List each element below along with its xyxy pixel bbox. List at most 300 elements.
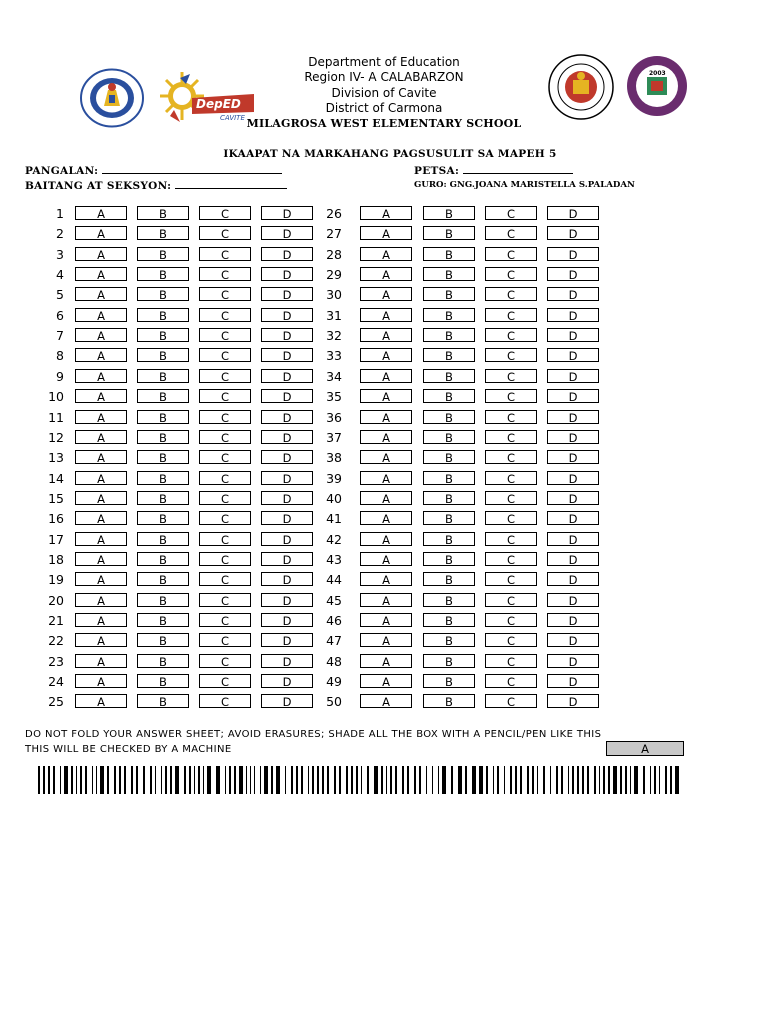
answer-box-c[interactable]: C [485, 328, 537, 342]
answer-box-a[interactable]: A [360, 206, 412, 220]
answer-box-d[interactable]: D [547, 247, 599, 261]
answer-box-c[interactable]: C [199, 226, 251, 240]
barcode-bar [189, 766, 191, 794]
answer-box-a[interactable]: A [360, 552, 412, 566]
answer-box-d[interactable]: D [261, 491, 313, 505]
answer-box-c[interactable]: C [199, 572, 251, 586]
question-number: 47 [326, 633, 342, 648]
answer-box-a[interactable]: A [360, 593, 412, 607]
answer-box-b[interactable]: B [137, 206, 189, 220]
answer-box-b[interactable]: B [137, 389, 189, 403]
answer-box-b[interactable]: B [423, 613, 475, 627]
barcode-bar [239, 766, 243, 794]
barcode-bar [654, 766, 656, 794]
grade-section-line[interactable] [175, 178, 287, 189]
barcode-bar [582, 766, 584, 794]
barcode-bar [361, 766, 362, 794]
answer-box-c[interactable]: C [485, 410, 537, 424]
answer-box-d[interactable]: D [261, 613, 313, 627]
letterhead [0, 55, 768, 131]
answer-box-a[interactable]: A [75, 267, 127, 281]
answer-box-d[interactable]: D [547, 348, 599, 362]
answer-box-d[interactable]: D [261, 410, 313, 424]
answer-box-c[interactable]: C [485, 613, 537, 627]
answer-box-b[interactable]: B [137, 287, 189, 301]
answer-box-c[interactable]: C [199, 430, 251, 444]
answer-box-b[interactable]: B [423, 674, 475, 688]
barcode-bar [150, 766, 152, 794]
answer-box-b[interactable]: B [137, 267, 189, 281]
barcode-bar [613, 766, 617, 794]
answer-box-b[interactable]: B [137, 471, 189, 485]
question-number: 1 [56, 206, 64, 221]
barcode-bar [486, 766, 488, 794]
barcode-bar [670, 766, 672, 794]
answer-box-b[interactable]: B [423, 511, 475, 525]
answer-box-b[interactable]: B [137, 348, 189, 362]
grade-section-field[interactable] [25, 178, 287, 192]
answer-box-a[interactable]: A [360, 226, 412, 240]
answer-box-c[interactable]: C [199, 491, 251, 505]
answer-box-d[interactable]: D [547, 613, 599, 627]
answer-box-b[interactable]: B [137, 308, 189, 322]
answer-box-d[interactable]: D [547, 511, 599, 525]
answer-box-a[interactable]: A [75, 552, 127, 566]
barcode-bar [451, 766, 453, 794]
answer-box-a[interactable]: A [360, 613, 412, 627]
answer-box-c[interactable]: C [199, 654, 251, 668]
answer-box-d[interactable]: D [547, 430, 599, 444]
answer-box-d[interactable]: D [547, 552, 599, 566]
barcode-bar [322, 766, 324, 794]
question-number: 22 [48, 633, 64, 648]
answer-box-c[interactable]: C [485, 287, 537, 301]
barcode-bar [479, 766, 483, 794]
answer-box-c[interactable]: C [199, 613, 251, 627]
barcode-bar [504, 766, 505, 794]
answer-box-d[interactable]: D [261, 572, 313, 586]
answer-box-c[interactable]: C [485, 674, 537, 688]
barcode-bar [334, 766, 336, 794]
answer-box-c[interactable]: C [485, 430, 537, 444]
barcode-bar [426, 766, 427, 794]
answer-box-b[interactable]: B [423, 471, 475, 485]
question-number: 11 [48, 410, 64, 425]
answer-box-d[interactable]: D [547, 471, 599, 485]
question-number: 14 [48, 471, 64, 486]
answer-box-c[interactable]: C [199, 532, 251, 546]
answer-box-c[interactable]: C [485, 593, 537, 607]
answer-box-d[interactable]: D [547, 287, 599, 301]
barcode-bar [327, 766, 329, 794]
barcode-bar [234, 766, 236, 794]
answer-box-d[interactable]: D [261, 430, 313, 444]
answer-box-a[interactable]: A [75, 410, 127, 424]
answer-box-a[interactable]: A [360, 532, 412, 546]
answer-box-d[interactable]: D [547, 226, 599, 240]
answer-box-d[interactable]: D [261, 674, 313, 688]
answer-box-a[interactable]: A [75, 694, 127, 708]
answer-box-b[interactable]: B [423, 206, 475, 220]
answer-box-c[interactable]: C [199, 267, 251, 281]
answer-box-d[interactable]: D [261, 206, 313, 220]
answer-box-d[interactable]: D [547, 694, 599, 708]
answer-box-b[interactable]: B [423, 450, 475, 464]
answer-box-b[interactable]: B [423, 694, 475, 708]
answer-box-a[interactable]: A [75, 308, 127, 322]
barcode-bar [520, 766, 522, 794]
answer-box-c[interactable]: C [485, 247, 537, 261]
school-seal-year: 2003 [649, 70, 666, 77]
question-number: 2 [56, 226, 64, 241]
answer-box-d[interactable]: D [547, 674, 599, 688]
barcode-bar [136, 766, 138, 794]
answer-box-a[interactable]: A [75, 287, 127, 301]
answer-box-d[interactable]: D [261, 369, 313, 383]
barcode-bar [48, 766, 50, 794]
question-number: 28 [326, 247, 342, 262]
answer-box-c[interactable]: C [485, 511, 537, 525]
answer-box-c[interactable]: C [199, 674, 251, 688]
barcode-bar [438, 766, 439, 794]
barcode-bar [407, 766, 409, 794]
answer-box-d[interactable]: D [261, 247, 313, 261]
answer-box-c[interactable]: C [199, 206, 251, 220]
answer-box-a[interactable]: A [360, 348, 412, 362]
question-number: 38 [326, 450, 342, 465]
answer-box-a[interactable]: A [360, 430, 412, 444]
barcode-bar [92, 766, 93, 794]
answer-box-d[interactable]: D [547, 206, 599, 220]
answer-box-a[interactable]: A [75, 633, 127, 647]
barcode-bar [254, 766, 255, 794]
answer-box-c[interactable]: C [199, 511, 251, 525]
answer-box-b[interactable]: B [137, 593, 189, 607]
barcode-bar [568, 766, 569, 794]
answer-box-b[interactable]: B [423, 369, 475, 383]
answer-box-d[interactable]: D [547, 450, 599, 464]
question-number: 13 [48, 450, 64, 465]
answer-box-a[interactable]: A [360, 491, 412, 505]
barcode-bar [100, 766, 104, 794]
answer-box-c[interactable]: C [199, 471, 251, 485]
answer-box-a[interactable]: A [360, 654, 412, 668]
question-number: 32 [326, 328, 342, 343]
question-number: 39 [326, 471, 342, 486]
answer-box-b[interactable]: B [423, 430, 475, 444]
answer-box-a[interactable]: A [75, 511, 127, 525]
barcode-bar [76, 766, 77, 794]
answer-box-c[interactable]: C [199, 410, 251, 424]
answer-box-a[interactable]: A [360, 572, 412, 586]
question-number: 34 [326, 369, 342, 384]
answer-box-a[interactable]: A [360, 471, 412, 485]
question-number: 18 [48, 552, 64, 567]
answer-box-b[interactable]: B [423, 410, 475, 424]
barcode-bar [296, 766, 298, 794]
barcode-bar [572, 766, 574, 794]
answer-box-c[interactable]: C [485, 206, 537, 220]
answer-box-d[interactable]: D [547, 654, 599, 668]
answer-box-b[interactable]: B [423, 552, 475, 566]
answer-box-b[interactable]: B [423, 287, 475, 301]
school-name: MILAGROSA WEST ELEMENTARY SCHOOL [246, 117, 522, 131]
answer-box-a[interactable]: A [360, 287, 412, 301]
answer-box-a[interactable]: A [75, 674, 127, 688]
grade-section-label: BAITANG AT SEKSYON: [25, 180, 172, 192]
answer-box-d[interactable]: D [261, 532, 313, 546]
answer-box-b[interactable]: B [137, 674, 189, 688]
answer-box-c[interactable]: C [485, 471, 537, 485]
answer-box-a[interactable]: A [360, 410, 412, 424]
answer-box-b[interactable]: B [137, 491, 189, 505]
answer-box-a[interactable]: A [360, 328, 412, 342]
answer-box-a[interactable]: A [75, 491, 127, 505]
answer-box-d[interactable]: D [261, 511, 313, 525]
barcode-bar [207, 766, 211, 794]
answer-box-c[interactable]: C [485, 532, 537, 546]
answer-box-a[interactable]: A [75, 389, 127, 403]
answer-box-d[interactable]: D [261, 450, 313, 464]
answer-box-c[interactable]: C [485, 348, 537, 362]
date-line[interactable] [463, 163, 573, 174]
barcode-bar [356, 766, 358, 794]
barcode-bar [308, 766, 309, 794]
answer-box-c[interactable]: C [485, 369, 537, 383]
answer-box-c[interactable]: C [199, 369, 251, 383]
question-number: 12 [48, 430, 64, 445]
answer-box-c[interactable]: C [199, 348, 251, 362]
answer-box-b[interactable]: B [423, 593, 475, 607]
answer-box-d[interactable]: D [547, 532, 599, 546]
answer-box-d[interactable]: D [261, 694, 313, 708]
answer-box-c[interactable]: C [485, 654, 537, 668]
barcode-bar [114, 766, 116, 794]
answer-box-d[interactable]: D [261, 267, 313, 281]
barcode-bar [271, 766, 273, 794]
barcode-bar [80, 766, 82, 794]
barcode-bar [291, 766, 293, 794]
barcode-bar [603, 766, 605, 794]
question-number: 23 [48, 654, 64, 669]
answer-box-b[interactable]: B [423, 308, 475, 322]
answer-box-c[interactable]: C [485, 308, 537, 322]
answer-box-c[interactable]: C [199, 694, 251, 708]
answer-box-a[interactable]: A [360, 674, 412, 688]
barcode-bar [395, 766, 397, 794]
answer-box-d[interactable]: D [261, 226, 313, 240]
answer-box-d[interactable]: D [547, 369, 599, 383]
answer-box-d[interactable]: D [261, 633, 313, 647]
answer-box-a[interactable]: A [75, 430, 127, 444]
answer-box-a[interactable]: A [360, 247, 412, 261]
answer-box-a[interactable]: A [360, 389, 412, 403]
answer-box-c[interactable]: C [485, 694, 537, 708]
answer-box-b[interactable]: B [423, 389, 475, 403]
answer-box-a[interactable]: A [360, 267, 412, 281]
barcode-bar [85, 766, 87, 794]
question-number: 40 [326, 491, 342, 506]
question-number: 44 [326, 572, 342, 587]
answer-box-d[interactable]: D [261, 348, 313, 362]
answer-box-d[interactable]: D [261, 654, 313, 668]
answer-box-b[interactable]: B [423, 348, 475, 362]
barcode-bar [260, 766, 261, 794]
answer-box-b[interactable]: B [137, 328, 189, 342]
barcode-bar [458, 766, 462, 794]
answer-box-b[interactable]: B [423, 226, 475, 240]
answer-box-d[interactable]: D [547, 491, 599, 505]
question-number: 9 [56, 369, 64, 384]
date-field[interactable] [414, 163, 573, 177]
answer-box-d[interactable]: D [547, 410, 599, 424]
answer-box-b[interactable]: B [137, 694, 189, 708]
answer-box-a[interactable]: A [75, 328, 127, 342]
answer-box-a[interactable]: A [75, 348, 127, 362]
answer-box-c[interactable]: C [199, 552, 251, 566]
answer-box-d[interactable]: D [261, 471, 313, 485]
barcode-bar [527, 766, 529, 794]
answer-box-a[interactable]: A [75, 226, 127, 240]
barcode-bar [594, 766, 596, 794]
barcode-bar [472, 766, 476, 794]
answer-box-b[interactable]: B [137, 247, 189, 261]
name-line[interactable] [102, 163, 282, 174]
answer-box-b[interactable]: B [137, 654, 189, 668]
answer-box-a[interactable]: A [360, 511, 412, 525]
answer-box-a[interactable]: A [360, 308, 412, 322]
answer-box-b[interactable]: B [423, 491, 475, 505]
answer-box-c[interactable]: C [485, 491, 537, 505]
answer-box-c[interactable]: C [485, 552, 537, 566]
answer-box-b[interactable]: B [137, 430, 189, 444]
answer-box-a[interactable]: A [75, 450, 127, 464]
answer-box-d[interactable]: D [547, 572, 599, 586]
barcode-bar [198, 766, 200, 794]
answer-box-a[interactable]: A [75, 247, 127, 261]
answer-box-d[interactable]: D [261, 328, 313, 342]
barcode-bar [532, 766, 534, 794]
barcode-bar [543, 766, 545, 794]
answer-box-a[interactable]: A [360, 450, 412, 464]
answer-box-a[interactable]: A [75, 206, 127, 220]
answer-box-c[interactable]: C [199, 593, 251, 607]
answer-box-a[interactable]: A [360, 694, 412, 708]
question-number: 4 [56, 267, 64, 282]
answer-box-b[interactable]: B [423, 532, 475, 546]
question-number: 45 [326, 593, 342, 608]
answer-box-d[interactable]: D [547, 308, 599, 322]
answer-box-b[interactable]: B [137, 450, 189, 464]
barcode-bar [165, 766, 167, 794]
barcode-bar [561, 766, 563, 794]
answer-box-c[interactable]: C [199, 247, 251, 261]
answer-box-a[interactable]: A [75, 572, 127, 586]
barcode-bar [301, 766, 303, 794]
answer-box-d[interactable]: D [261, 308, 313, 322]
answer-box-d[interactable]: D [547, 267, 599, 281]
answer-box-c[interactable]: C [485, 389, 537, 403]
barcode-bar [577, 766, 579, 794]
answer-box-c[interactable]: C [199, 633, 251, 647]
barcode-bar [419, 766, 421, 794]
question-number: 26 [326, 206, 342, 221]
barcode-bar [659, 766, 660, 794]
answer-box-a[interactable]: A [75, 532, 127, 546]
name-field[interactable] [25, 163, 282, 177]
answer-box-b[interactable]: B [137, 532, 189, 546]
answer-box-c[interactable]: C [485, 572, 537, 586]
instruction-text: DO NOT FOLD YOUR ANSWER SHEET; AVOID ERASURES; SHADE ALL THE BOX WITH A PENCIL/PEN LIKE THIS [25, 729, 602, 740]
answer-box-c[interactable]: C [199, 308, 251, 322]
answer-box-c[interactable]: C [485, 267, 537, 281]
region-line: Region IV- A CALABARZON [304, 70, 464, 85]
answer-box-b[interactable]: B [137, 552, 189, 566]
answer-box-c[interactable]: C [199, 450, 251, 464]
answer-box-d[interactable]: D [547, 389, 599, 403]
barcode-bar [675, 766, 679, 794]
answer-box-d[interactable]: D [261, 287, 313, 301]
question-number: 42 [326, 532, 342, 547]
deped-cavite-sub: CAVITE [220, 114, 245, 122]
answer-box-a[interactable]: A [75, 593, 127, 607]
answer-box-b[interactable]: B [423, 572, 475, 586]
answer-box-d[interactable]: D [547, 633, 599, 647]
answer-box-b[interactable]: B [423, 328, 475, 342]
question-number: 41 [326, 511, 342, 526]
answer-box-a[interactable]: A [360, 633, 412, 647]
question-number: 31 [326, 308, 342, 323]
answer-box-c[interactable]: C [485, 450, 537, 464]
answer-box-b[interactable]: B [137, 511, 189, 525]
barcode-bar [493, 766, 494, 794]
question-number: 20 [48, 593, 64, 608]
answer-box-d[interactable]: D [261, 552, 313, 566]
answer-box-b[interactable]: B [137, 572, 189, 586]
answer-box-c[interactable]: C [199, 328, 251, 342]
answer-box-b[interactable]: B [423, 633, 475, 647]
division-line: Division of Cavite [331, 85, 437, 100]
answer-box-a[interactable]: A [75, 613, 127, 627]
question-number: 29 [326, 267, 342, 282]
answer-box-a[interactable]: A [75, 369, 127, 383]
answer-box-a[interactable]: A [75, 654, 127, 668]
answer-box-d[interactable]: D [261, 593, 313, 607]
answer-box-c[interactable]: C [485, 633, 537, 647]
answer-box-d[interactable]: D [261, 389, 313, 403]
question-number: 10 [48, 389, 64, 404]
answer-box-a[interactable]: A [75, 471, 127, 485]
barcode-bar [64, 766, 68, 794]
answer-box-b[interactable]: B [137, 369, 189, 383]
teacher-name: GURO: GNG.JOANA MARISTELLA S.PALADAN [414, 180, 635, 190]
answer-box-c[interactable]: C [199, 389, 251, 403]
answer-box-b[interactable]: B [137, 226, 189, 240]
answer-box-c[interactable]: C [485, 226, 537, 240]
answer-box-b[interactable]: B [137, 613, 189, 627]
answer-box-b[interactable]: B [423, 654, 475, 668]
answer-box-a[interactable]: A [360, 369, 412, 383]
barcode-bar [264, 766, 268, 794]
barcode-bar [184, 766, 186, 794]
answer-box-d[interactable]: D [547, 593, 599, 607]
answer-box-b[interactable]: B [423, 247, 475, 261]
answer-box-b[interactable]: B [423, 267, 475, 281]
answer-box-c[interactable]: C [199, 287, 251, 301]
answer-box-b[interactable]: B [137, 410, 189, 424]
answer-box-b[interactable]: B [137, 633, 189, 647]
answer-box-d[interactable]: D [547, 328, 599, 342]
